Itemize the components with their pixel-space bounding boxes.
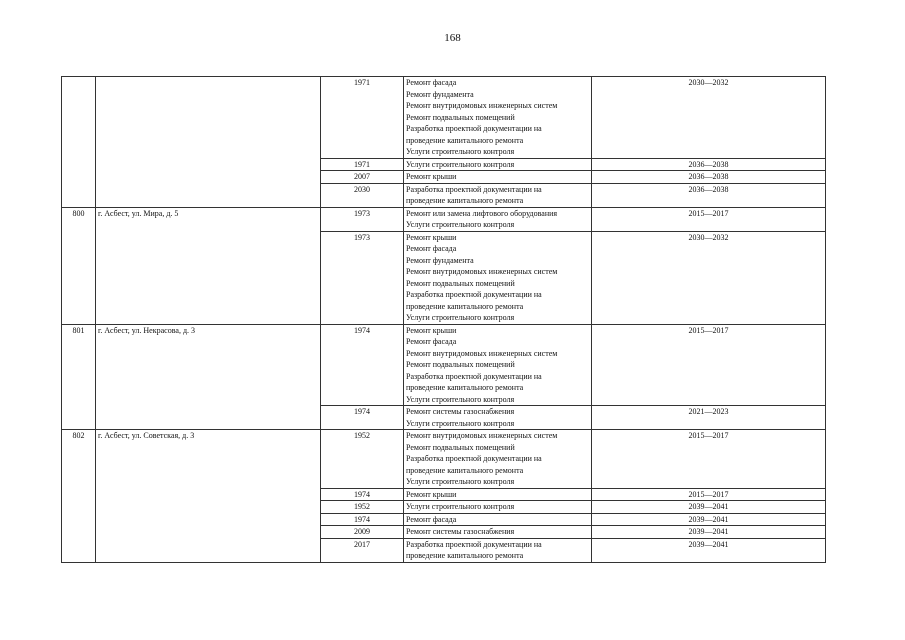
period-cell: 2015—2017: [592, 207, 826, 231]
work-types-cell: [404, 171, 592, 184]
work-type: Услуги строительного контроля: [406, 502, 515, 511]
work-type: Ремонт фундамента: [406, 89, 474, 99]
year-cell: 2009: [321, 526, 404, 539]
table-row: [62, 324, 826, 406]
building-address: [96, 77, 321, 208]
work-type: Ремонт фасада: [406, 244, 457, 253]
work-type: Ремонт подвальных помещений: [406, 360, 515, 369]
period-cell: 2015—2017: [592, 430, 826, 489]
work-type: Разработка проектной документации на: [406, 124, 542, 133]
work-type: Услуги строительного контроля: [406, 147, 515, 156]
year-cell: 1974: [321, 513, 404, 526]
period-cell: 2030—2032: [592, 231, 826, 324]
work-type: Ремонт системы газоснабжения: [406, 527, 515, 536]
work-type: Ремонт подвальных помещений: [406, 278, 515, 288]
work-type: Ремонт или замена лифтового оборудования: [406, 208, 558, 218]
work-type: проведение капитального ремонта: [406, 301, 524, 311]
period-cell: 2039—2041: [592, 538, 826, 562]
work-types-cell: [404, 77, 592, 159]
work-type: Услуги строительного контроля: [406, 220, 515, 229]
year-cell: 1971: [321, 77, 404, 159]
building-address: г. Асбест, ул. Советская, д. 3: [96, 430, 321, 563]
work-type: Ремонт крыши: [406, 232, 457, 242]
work-type: Ремонт внутридомовых инженерных систем: [406, 101, 558, 110]
work-type: Ремонт крыши: [406, 172, 457, 181]
work-type: Ремонт крыши: [406, 325, 457, 335]
work-type: Ремонт фасада: [406, 78, 457, 87]
work-types-cell: [404, 183, 592, 207]
period-cell: 2015—2017: [592, 488, 826, 501]
repair-schedule-table: [61, 76, 826, 563]
work-type: Ремонт подвальных помещений: [406, 112, 515, 122]
work-type: Ремонт фасада: [406, 514, 457, 524]
work-type: Ремонт внутридомовых инженерных систем: [406, 431, 558, 440]
year-cell: 1974: [321, 488, 404, 501]
work-type: Разработка проектной документации на: [406, 371, 542, 381]
work-type: Разработка проектной документации на: [406, 454, 542, 463]
work-type: Разработка проектной документации на: [406, 184, 542, 194]
work-type: Ремонт крыши: [406, 489, 457, 499]
year-cell: 1974: [321, 324, 404, 406]
period-cell: 2015—2017: [592, 324, 826, 406]
period-cell: 2021—2023: [592, 406, 826, 430]
table-row: [62, 430, 826, 489]
work-type: Услуги строительного контроля: [406, 394, 515, 404]
year-cell: 2007: [321, 171, 404, 184]
work-type: Ремонт внутридомовых инженерных систем: [406, 348, 558, 358]
work-type: Разработка проектной документации на: [406, 290, 542, 299]
row-number: 802: [62, 430, 96, 563]
work-type: Ремонт подвальных помещений: [406, 442, 515, 452]
year-cell: 1952: [321, 501, 404, 514]
work-type: проведение капитального ремонта: [406, 551, 524, 560]
year-cell: 2030: [321, 183, 404, 207]
work-types-cell: [404, 501, 592, 514]
work-types-cell: [404, 158, 592, 171]
work-types-cell: [404, 231, 592, 324]
work-type: Разработка проектной документации на: [406, 539, 542, 549]
year-cell: 1971: [321, 158, 404, 171]
work-type: проведение капитального ремонта: [406, 196, 524, 205]
page-number: 168: [444, 32, 461, 44]
work-type: Ремонт фундамента: [406, 255, 474, 265]
work-types-cell: [404, 513, 592, 526]
work-types-cell: [404, 430, 592, 489]
work-types-cell: [404, 207, 592, 231]
year-cell: 2017: [321, 538, 404, 562]
row-number: 801: [62, 324, 96, 430]
work-type: Услуги строительного контроля: [406, 159, 515, 169]
work-types-cell: [404, 488, 592, 501]
work-type: Ремонт системы газоснабжения: [406, 407, 515, 416]
work-types-cell: [404, 406, 592, 430]
work-type: Услуги строительного контроля: [406, 313, 515, 322]
year-cell: 1973: [321, 207, 404, 231]
year-cell: 1974: [321, 406, 404, 430]
row-number: [62, 77, 96, 208]
table-row: [62, 207, 826, 231]
work-types-cell: [404, 526, 592, 539]
period-cell: 2039—2041: [592, 513, 826, 526]
work-type: проведение капитального ремонта: [406, 465, 524, 475]
period-cell: 2036—2038: [592, 183, 826, 207]
work-type: Ремонт фасада: [406, 337, 457, 346]
table-body: [62, 77, 826, 563]
work-type: Услуги строительного контроля: [406, 418, 515, 428]
work-type: Услуги строительного контроля: [406, 477, 515, 486]
period-cell: 2030—2032: [592, 77, 826, 159]
period-cell: 2036—2038: [592, 171, 826, 184]
work-type: проведение капитального ремонта: [406, 135, 524, 145]
table-row: [62, 77, 826, 159]
work-type: проведение капитального ремонта: [406, 383, 524, 392]
work-type: Ремонт внутридомовых инженерных систем: [406, 267, 558, 276]
period-cell: 2039—2041: [592, 501, 826, 514]
work-types-cell: [404, 538, 592, 562]
building-address: г. Асбест, ул. Некрасова, д. 3: [96, 324, 321, 430]
building-address: г. Асбест, ул. Мира, д. 5: [96, 207, 321, 324]
year-cell: 1952: [321, 430, 404, 489]
period-cell: 2039—2041: [592, 526, 826, 539]
period-cell: 2036—2038: [592, 158, 826, 171]
year-cell: 1973: [321, 231, 404, 324]
work-types-cell: [404, 324, 592, 406]
row-number: 800: [62, 207, 96, 324]
